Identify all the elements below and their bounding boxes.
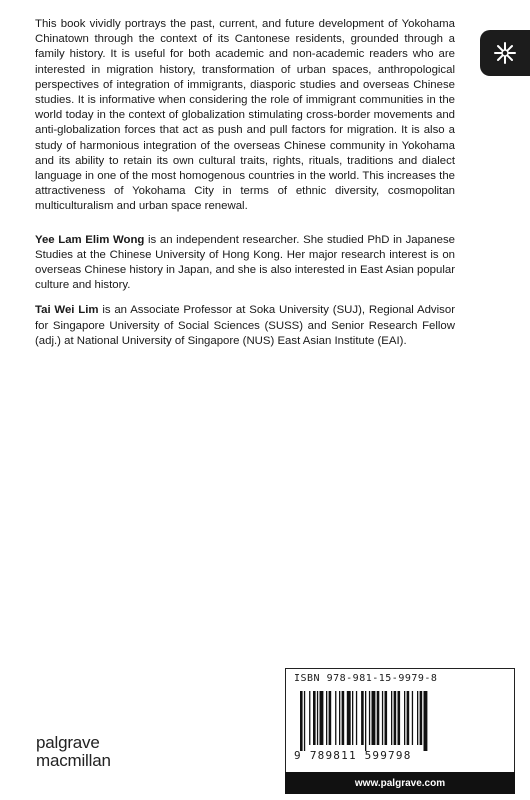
barcode-bar <box>391 691 392 745</box>
barcode-bar <box>320 691 324 745</box>
barcode-bar <box>304 691 305 751</box>
barcode-bar <box>342 691 345 745</box>
barcode-graphic <box>298 691 503 751</box>
palgrave-star-icon <box>492 40 518 66</box>
barcode-bar <box>417 691 418 745</box>
author-bio-text-2: is an Associate Professor at Soka University (SUJ), Regional Advisor for Singapore University of Social Sciences (SUSS) and Senior Research Fellow (adj.) at National University of Singapore (NUS) East Asian Institute (EAI). <box>35 304 455 347</box>
barcode-bar <box>372 691 376 745</box>
barcode-bar <box>339 691 340 745</box>
barcode-bar <box>407 691 410 745</box>
barcode-digits <box>294 749 412 762</box>
barcode-bar <box>404 691 405 745</box>
publisher-logo-badge <box>480 30 530 76</box>
barcode-bar <box>382 691 383 745</box>
barcode-bar <box>377 691 380 745</box>
barcode-bar <box>347 691 351 745</box>
barcode-number: 789811 599798 <box>309 749 412 762</box>
book-description: This book vividly portrays the past, current, and future development of Yokohama Chinatown through the context of its Cantonese residents, grounded through a family history. It is useful for both academic and non-academic readers who are interested in migration history, transformation of urban spaces, anthropological perspectives of integration of immigrants, diasporic studies and overseas Chinese studies. It is informative when considering the role of immigrant communities in the world today in the context of globalization stimulating cross-border movements and anti-globalization forces that act as push and pull factors for migration. It is also a study of harmonious integration of the overseas Chinese community in Yokohama and its ability to retain its own cultural traits, rights, rituals, traditions and dialect language in one of the most homogenous countries in the world. This increases the attractiveness of Yokohama City in terms of ethnic diversity, cosmopolitan multiculturalism and urban space renewal. <box>35 18 455 213</box>
isbn-label: ISBN 978-981-15-9979-8 <box>294 673 438 684</box>
barcode-bar <box>329 691 332 745</box>
barcode-bar <box>420 691 423 745</box>
barcode-bar <box>412 691 413 745</box>
barcode-bar <box>326 691 327 745</box>
barcode-bar <box>309 691 310 745</box>
barcode-bar <box>398 691 401 745</box>
barcode-bar <box>361 691 364 745</box>
barcode-bar <box>356 691 357 745</box>
author-name-2: Tai Wei Lim <box>35 304 99 317</box>
author-bio-text-1: is an independent researcher. She studied PhD in Japanese Studies at the Chinese University of Hong Kong. Her major research interest is on overseas Chinese history in Japan, and she is also interested in East Asian popular culture and history. <box>35 233 455 292</box>
publisher-line-1: palgrave <box>36 733 100 752</box>
barcode-bar <box>369 691 370 745</box>
barcode-bar <box>424 691 428 751</box>
publisher-line-2: macmillan <box>36 751 111 770</box>
barcode-bar <box>313 691 316 745</box>
barcode-bar <box>394 691 397 745</box>
author-bio-1 <box>35 233 455 294</box>
barcode-lead-digit: 9 <box>294 749 302 762</box>
publisher-wordmark <box>36 734 111 770</box>
barcode-bar <box>352 691 353 745</box>
author-name-1: Yee Lam Elim Wong <box>35 233 145 246</box>
publisher-url[interactable]: www.palgrave.com <box>285 772 515 794</box>
isbn-barcode-box <box>285 668 515 774</box>
barcode-bar <box>385 691 388 745</box>
barcode-bar <box>365 691 366 751</box>
barcode-bar <box>317 691 318 745</box>
author-bio-2 <box>35 303 455 349</box>
barcode-bar <box>335 691 336 745</box>
back-cover-text <box>35 17 455 359</box>
barcode-bar <box>300 691 303 751</box>
